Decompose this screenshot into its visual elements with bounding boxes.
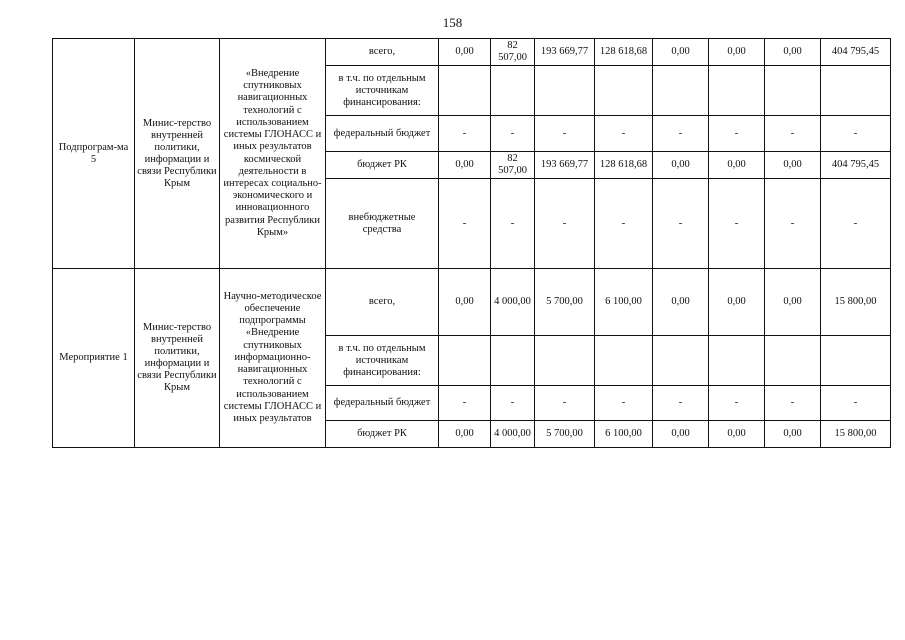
- value-cell: [765, 66, 821, 116]
- program-description: «Внедрение спутниковых навигационных технологий с использованием системы ГЛОНАСС и иных результатов космической деятельности в интересах социально-экономического и инновационного развития Республики Крым»: [220, 39, 326, 269]
- responsible-org: Минис-терство внутренней политики, информации и связи Республики Крым: [135, 39, 220, 269]
- value-cell: 4 000,00: [491, 269, 535, 336]
- value-cell: 0,00: [709, 39, 765, 66]
- program-name: Подпрограм-ма 5: [53, 39, 135, 269]
- value-cell: 0,00: [439, 152, 491, 179]
- source-label: бюджет РК: [326, 152, 439, 179]
- value-cell: -: [653, 116, 709, 152]
- value-cell: 6 100,00: [595, 269, 653, 336]
- value-cell: -: [765, 116, 821, 152]
- value-cell: -: [653, 179, 709, 269]
- value-cell: 0,00: [709, 421, 765, 448]
- value-cell: -: [709, 386, 765, 421]
- value-cell: -: [765, 179, 821, 269]
- value-cell: [821, 336, 891, 386]
- value-cell: [439, 336, 491, 386]
- source-label: всего,: [326, 269, 439, 336]
- table-row: [53, 269, 891, 336]
- value-cell: 128 618,68: [595, 39, 653, 66]
- program-name: Мероприятие 1: [53, 269, 135, 448]
- source-label: федеральный бюджет: [326, 116, 439, 152]
- value-cell: -: [439, 386, 491, 421]
- value-cell: [595, 66, 653, 116]
- value-cell: -: [821, 116, 891, 152]
- value-cell: 0,00: [765, 39, 821, 66]
- value-cell: 0,00: [653, 269, 709, 336]
- value-cell: 0,00: [439, 269, 491, 336]
- value-cell: 193 669,77: [535, 152, 595, 179]
- program-description: Научно-методическое обеспечение подпрограммы «Внедрение спутниковых информационно-навигационных технологий с использованием системы ГЛОНАСС и иных результатов: [220, 269, 326, 448]
- value-cell: 0,00: [765, 421, 821, 448]
- value-cell: -: [439, 179, 491, 269]
- value-cell: 193 669,77: [535, 39, 595, 66]
- value-cell: -: [709, 116, 765, 152]
- value-cell: [653, 66, 709, 116]
- value-cell: 5 700,00: [535, 421, 595, 448]
- value-cell: [821, 66, 891, 116]
- source-label: в т.ч. по отдельным источникам финансирования:: [326, 66, 439, 116]
- value-cell: -: [653, 386, 709, 421]
- value-cell: [595, 336, 653, 386]
- value-cell: -: [765, 386, 821, 421]
- value-cell: [709, 336, 765, 386]
- source-label: бюджет РК: [326, 421, 439, 448]
- value-cell: 0,00: [653, 421, 709, 448]
- value-cell: 0,00: [765, 152, 821, 179]
- source-label: федеральный бюджет: [326, 386, 439, 421]
- value-cell: -: [491, 116, 535, 152]
- value-cell: [491, 66, 535, 116]
- value-cell: 15 800,00: [821, 269, 891, 336]
- value-cell: -: [595, 179, 653, 269]
- responsible-org: Минис-терство внутренней политики, информации и связи Республики Крым: [135, 269, 220, 448]
- value-cell: [491, 336, 535, 386]
- value-cell: -: [709, 179, 765, 269]
- source-label: внебюджетные средства: [326, 179, 439, 269]
- value-cell: 404 795,45: [821, 152, 891, 179]
- value-cell: 404 795,45: [821, 39, 891, 66]
- value-cell: -: [535, 116, 595, 152]
- value-cell: 82 507,00: [491, 39, 535, 66]
- table-row: [53, 39, 891, 66]
- value-cell: 0,00: [709, 269, 765, 336]
- value-cell: [535, 66, 595, 116]
- value-cell: -: [595, 386, 653, 421]
- page-number: 158: [442, 15, 463, 30]
- value-cell: 0,00: [765, 269, 821, 336]
- budget-table: [52, 38, 891, 448]
- value-cell: 5 700,00: [535, 269, 595, 336]
- value-cell: [535, 336, 595, 386]
- value-cell: [709, 66, 765, 116]
- value-cell: 82 507,00: [491, 152, 535, 179]
- value-cell: -: [491, 179, 535, 269]
- value-cell: [765, 336, 821, 386]
- value-cell: [439, 66, 491, 116]
- value-cell: 0,00: [653, 39, 709, 66]
- value-cell: 15 800,00: [821, 421, 891, 448]
- source-label: всего,: [326, 39, 439, 66]
- value-cell: 6 100,00: [595, 421, 653, 448]
- value-cell: -: [595, 116, 653, 152]
- value-cell: -: [535, 386, 595, 421]
- value-cell: -: [821, 179, 891, 269]
- source-label: в т.ч. по отдельным источникам финансирования:: [326, 336, 439, 386]
- value-cell: -: [821, 386, 891, 421]
- value-cell: [653, 336, 709, 386]
- value-cell: -: [535, 179, 595, 269]
- value-cell: -: [491, 386, 535, 421]
- value-cell: 0,00: [439, 39, 491, 66]
- value-cell: 0,00: [709, 152, 765, 179]
- value-cell: 0,00: [439, 421, 491, 448]
- value-cell: 4 000,00: [491, 421, 535, 448]
- value-cell: 128 618,68: [595, 152, 653, 179]
- value-cell: 0,00: [653, 152, 709, 179]
- value-cell: -: [439, 116, 491, 152]
